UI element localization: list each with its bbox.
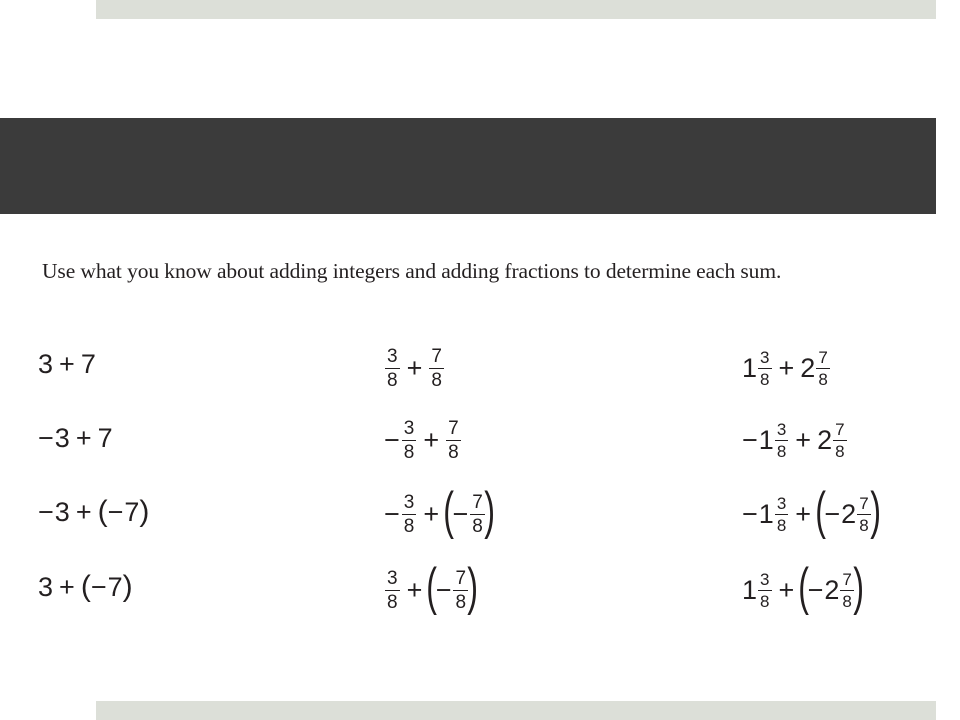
numerator: 3: [776, 419, 787, 439]
denominator: 8: [472, 515, 483, 537]
denominator: 8: [448, 441, 459, 463]
operand: 7: [124, 496, 140, 527]
numerator: 7: [859, 493, 869, 513]
plus-operator: +: [778, 574, 795, 605]
fraction: [384, 347, 401, 390]
mixed-number-sum-2: [742, 408, 848, 472]
fraction: [774, 495, 789, 534]
left-paren: (: [443, 482, 455, 540]
right-paren: ): [853, 558, 864, 616]
denominator: 8: [403, 515, 415, 537]
plus-operator: +: [75, 496, 92, 527]
denominator: 8: [760, 369, 770, 389]
numerator: 3: [760, 347, 770, 367]
mixed-number-sum-4: [742, 558, 862, 622]
numerator: 7: [431, 345, 442, 367]
integer-sum-3: [38, 480, 149, 544]
denominator: 8: [387, 591, 398, 613]
numerator: 3: [403, 417, 415, 439]
negative-sign: −: [38, 496, 54, 527]
numerator: 7: [818, 347, 828, 367]
fraction-sum-3: [384, 482, 493, 546]
whole-number: 2: [817, 424, 833, 455]
plus-operator: +: [59, 348, 75, 379]
bottom-accent-bar: [96, 701, 936, 720]
numerator: 7: [448, 417, 459, 439]
right-paren: ): [139, 495, 150, 528]
fraction: [832, 421, 847, 460]
denominator: 8: [842, 591, 852, 611]
plus-operator: +: [406, 352, 423, 383]
whole-number: 2: [824, 574, 840, 605]
whole-number: 1: [742, 352, 758, 383]
denominator: 8: [431, 369, 442, 391]
whole-number: 1: [758, 424, 774, 455]
denominator: 8: [776, 515, 787, 535]
negative-sign: −: [107, 496, 124, 527]
negative-sign: −: [742, 498, 758, 529]
integer-sum-1: [38, 332, 96, 396]
fraction: [384, 569, 401, 612]
operand: 7: [97, 422, 113, 453]
numerator: 3: [760, 569, 770, 589]
whole-number: 2: [800, 352, 816, 383]
whole-number: 1: [742, 574, 758, 605]
plus-operator: +: [423, 498, 440, 529]
operand: 3: [54, 496, 70, 527]
operand: 3: [38, 348, 54, 379]
negative-sign: −: [90, 571, 107, 602]
whole-number: 2: [841, 498, 857, 529]
numerator: 7: [835, 419, 845, 439]
negative-sign: −: [452, 498, 469, 529]
left-paren: (: [97, 495, 108, 528]
left-paren: (: [80, 570, 91, 603]
denominator: 8: [387, 369, 398, 391]
whole-number: 1: [758, 498, 774, 529]
right-paren: ): [484, 482, 495, 540]
denominator: 8: [776, 441, 787, 461]
mixed-number-sum-1: [742, 336, 831, 400]
negative-sign: −: [384, 498, 400, 529]
negative-sign: −: [807, 574, 824, 605]
right-paren: ): [869, 482, 881, 540]
plus-operator: +: [423, 424, 440, 455]
operand: 3: [54, 422, 70, 453]
title-band: [0, 118, 936, 214]
negative-sign: −: [742, 424, 758, 455]
top-accent-bar: [96, 0, 936, 19]
numerator: 7: [455, 567, 467, 589]
fraction: [815, 349, 830, 388]
right-paren: ): [467, 558, 479, 616]
left-paren: (: [798, 558, 810, 616]
fraction: [445, 419, 462, 462]
denominator: 8: [455, 591, 467, 613]
left-paren: (: [426, 558, 438, 616]
integer-sum-4: [38, 555, 133, 619]
fraction: [757, 571, 772, 610]
denominator: 8: [403, 441, 415, 463]
numerator: 3: [387, 567, 398, 589]
right-paren: ): [122, 570, 133, 603]
numerator: 3: [403, 491, 415, 513]
numerator: 3: [387, 345, 398, 367]
plus-operator: +: [59, 571, 75, 602]
plus-operator: +: [795, 424, 812, 455]
fraction: [428, 347, 445, 390]
numerator: 7: [472, 491, 483, 513]
operand: 7: [80, 348, 96, 379]
mixed-number-sum-3: [742, 482, 879, 546]
fraction: [774, 421, 789, 460]
denominator: 8: [835, 441, 845, 461]
plus-operator: +: [778, 352, 795, 383]
negative-sign: −: [384, 424, 400, 455]
denominator: 8: [818, 369, 828, 389]
fraction-sum-4: [384, 558, 479, 622]
fraction: [401, 419, 418, 462]
fraction: [401, 493, 418, 536]
denominator: 8: [859, 515, 869, 535]
numerator: 7: [842, 569, 852, 589]
negative-sign: −: [435, 574, 452, 605]
fraction-sum-2: [384, 408, 462, 472]
fraction: [757, 349, 772, 388]
plus-operator: +: [75, 422, 92, 453]
negative-sign: −: [824, 498, 841, 529]
operand: 7: [107, 571, 123, 602]
numerator: 3: [776, 493, 787, 513]
fraction-sum-1: [384, 336, 445, 400]
operand: 3: [38, 571, 54, 602]
plus-operator: +: [406, 574, 423, 605]
left-paren: (: [815, 482, 827, 540]
denominator: 8: [760, 591, 770, 611]
instructions-text: Use what you know about adding integers and adding fractions to determine each sum.: [42, 259, 782, 283]
plus-operator: +: [795, 498, 812, 529]
negative-sign: −: [38, 422, 54, 453]
integer-sum-2: [38, 406, 113, 470]
